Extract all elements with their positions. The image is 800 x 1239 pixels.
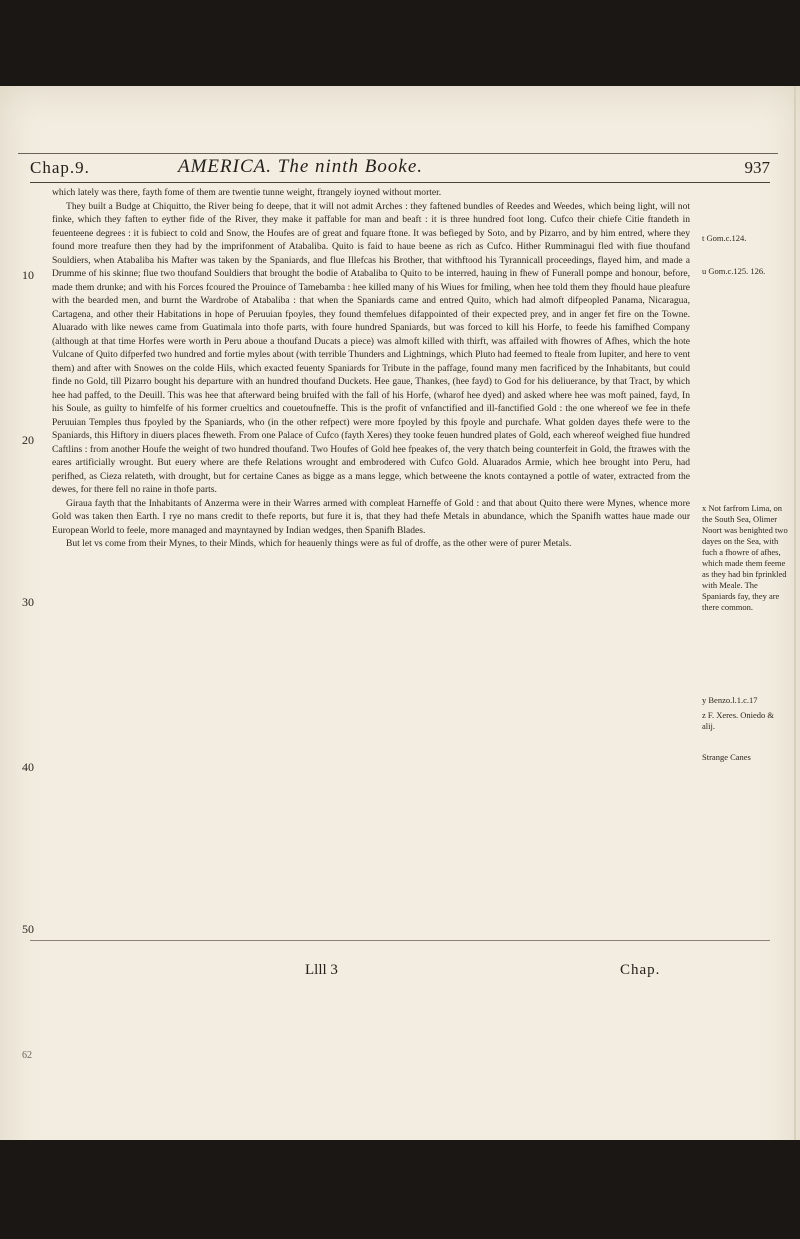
catchword: Chap.	[620, 962, 661, 978]
margin-note: x Not farfrom Lima, on the South Sea, Olimer Noort was benighted two dayes on the Sea, with fuch a fhowre of afhes, which made them feeme as they had bin fprinkled with Meale. The Spaniards fay, they are there common.	[702, 503, 788, 612]
margin-note: z F. Xeres. Oniedo & alij.	[702, 710, 775, 731]
chapter-label: Chap.9.	[30, 158, 90, 177]
page-edge	[794, 86, 796, 1214]
margin-note: Strange Canes	[702, 752, 751, 762]
line-number: 40	[22, 760, 34, 774]
paragraph: which lately was there, fayth fome of them are twentie tunne weight, ftrangely ioyned without morter.	[52, 187, 442, 198]
book-title: AMERICA. The ninth Booke.	[178, 156, 424, 177]
line-number: 10	[22, 268, 34, 282]
corner-number: 62	[22, 1050, 32, 1061]
paragraph: Giraua fayth that the Inhabitants of Anzerma were in their Warres armed with compleat Harneffe of Gold : and that about Quito there were Mynes, whence more Gold was taken then Earth. I rye no mans credit to thefe reports, but fure it is, that they had thefe Metals in abundance, which the Spanifh wattes haue made our European World to feele, more managed and mayntayned by Indian wedges, then Spanifh Blades.	[52, 497, 690, 536]
background-strip	[0, 1140, 800, 1239]
line-number: 30	[22, 595, 34, 609]
foot-rule	[30, 940, 770, 941]
top-rule	[18, 153, 778, 154]
line-number: 20	[22, 433, 34, 447]
body-text	[52, 186, 690, 551]
signature-mark: Llll 3	[305, 962, 338, 978]
paragraph: But let vs come from their Mynes, to their Minds, which for heauenly things were as ful of droffe, as the other were of purer Metals.	[66, 538, 572, 549]
paragraph: They built a Budge at Chiquitto, the River being fo deepe, that it will not admit Arches : they faftened bundles of Reedes and Weedes, which being light, will not finke, which they faften to eyther fide of the River, they make it paffable for man and beaft : it is three hundred foot long. Cufco their chiefe Citie ftandeth in feuenteene degrees : it is fubiect to cold and Snow, the Houfes are of great and fquare ftone. It was befieged by Soto, and by Pizarro, and by him entred, where they found more treafure then they had by the imprifonment of Atabaliba. Quito is faid to haue beene as rich as Cufco. Hither Rumminagui fled with fiue thoufand Souldiers, when Atabaliba his Mafter was taken by the Spaniards, and flue Illefcas his Brother, that withftood his Tyrannicall proceedings, flayed him, and made a Drumme of his skinne; flue two thoufand Souldiers that brought the bodie of Atabaliba to Quito to be interred, hauing in fhew of Funerall pompe and honour, before, made them drunke; and with his Forces fcoured the Prouince of Tamebamba : hee killed many of his Wiues for fmiling, when hee told them they fhould haue pleafure with the bearded men, and burnt the Wardrobe of Atabaliba : that when the Spaniards came and entred Quito, which had almoft difpeopled Panama, Nicaragua, Cartagena, and other their Habitations in hope of Peruuian fpoyles, they found themfelues difappointed of their expected prey, and in anger fet fire on the Towne. Aluarado with like newes came from Guatimala into thofe parts, with foure hundred Spaniards, but was forced to kill his Horfe, to feede his famifhed Company (although at that time Horfes were worth in Peru aboue a thoufand Ducats a piece) was almoft killed with thirft, was affailed with fhowres of Afhes, which the hote Vulcane of Quito difperfed two hundred and fortie myles about (with terrible Thunders and Lightnings, which Pluto had feemed to fteale from Iupiter, and here to vent them) and after with Snowes on the colde Hils, which exacted feuenty Spaniards for Tribute in the paffage, found many men facrificed by the Inhabitants, but could finde no Gold, till Pizarro bought his departure with an hundred thoufand Duckets. Hee gaue, Thankes, (hee fayd) to God for his deliuerance, by that Tract, by which hee had paffed, to the Deuill. This was hee that afterward being bruifed with the fall of his Horfe, (wharof hee dyed) and asked where hee was moft pained, fayd, In his Soule, as guilty to himfelfe of his former crueltics and couetoufneffe. This is the profit of vnfanctified and ill-fanctified Gold : the one whereof we fee in thefe Peruuian Temples thus fpoyled by the Spaniards, who (in the other refpect) were more fpoyled by this fpoyle and purchafe. What golden dayes thefe were to the Spaniards, this Hiftory in diuers places fheweth. From one Palace of Cufco (fayth Xeres) they tooke feuen hundred plates of Gold, each whereof weighed fiue hundred Caftlins : from another Houfe the weight of two hundred thoufand. Two Houfes of Gold hee fpeakes of, the very thatch being counterfeit in Gold, the ftrawes with the eares artificially wrought. But euery where are thefe Relations wrought and embrodered with Cufco Gold. Aluarados Armie, which hee brought into Peru, had perifhed, as Cieza relateth, with drought, but for certaine Canes as bigge as a mans legge, which betweene the knots contayned a pottle of water, extracted from the dewes, for there fell no raine in thofe parts.	[52, 200, 690, 495]
head-rule	[30, 182, 770, 183]
running-head	[30, 158, 770, 182]
margin-note: y Benzo.l.1.c.17	[702, 695, 758, 705]
margin-note: t Gom.c.124.	[702, 233, 747, 243]
page-number: 937	[744, 158, 770, 177]
line-number: 50	[22, 922, 34, 936]
margin-note: u Gom.c.125. 126.	[702, 266, 766, 276]
